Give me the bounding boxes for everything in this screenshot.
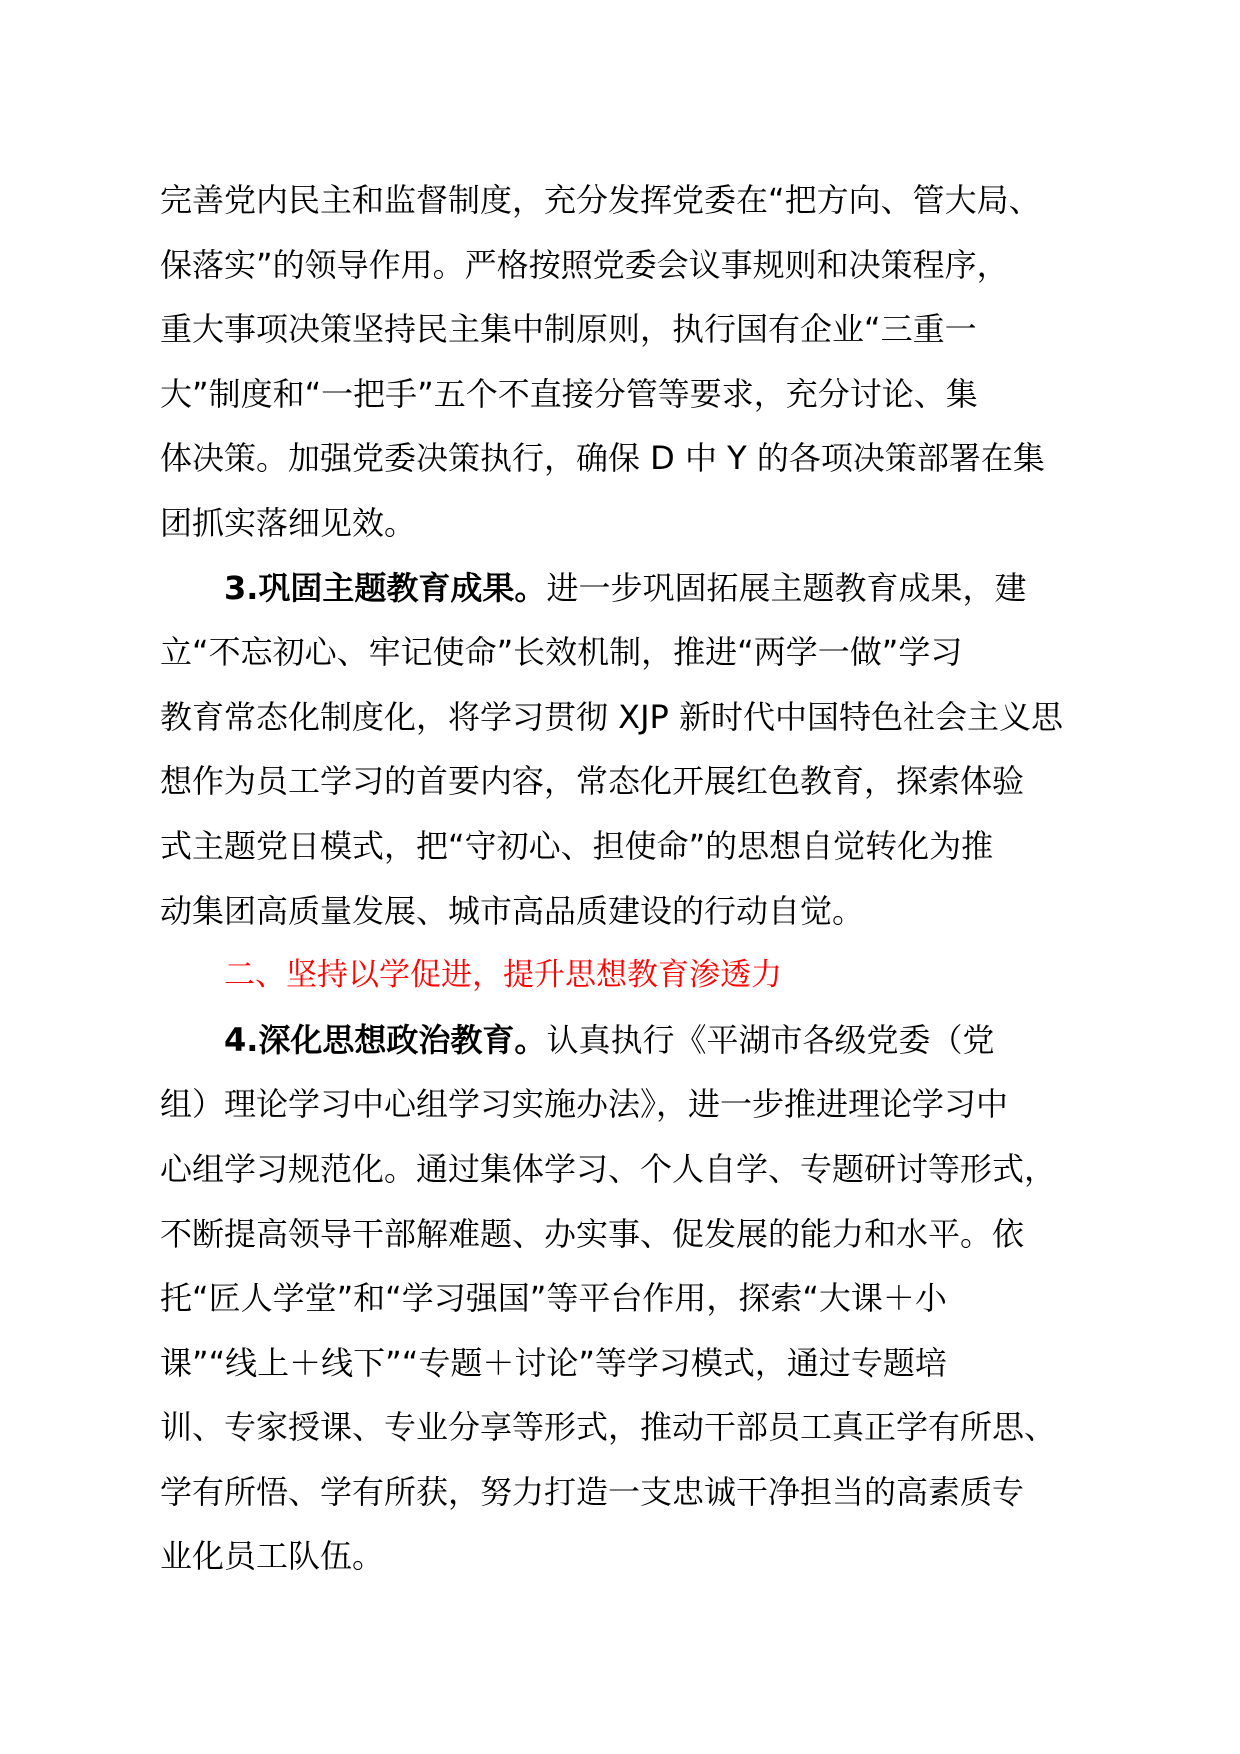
text-line: 想作为员工学习的首要内容，常态化开展红色教育，探索体验: [160, 762, 1025, 801]
text-line: 训、专家授课、专业分享等形式，推动干部员工真正学有所思、: [160, 1408, 1057, 1447]
section-heading-text: 二、坚持以学促进，提升思想教育渗透力: [224, 957, 782, 994]
paragraph-continuation: [160, 168, 1120, 556]
text-line: 教育常态化制度化，将学习贯彻 XJP 新时代中国特色社会主义思: [160, 697, 1064, 736]
paragraph-item-4: [160, 1008, 1120, 1589]
item-first-rest: 进一步巩固拓展主题教育成果，建: [546, 568, 1027, 607]
text-line: 大”制度和“一把手”五个不直接分管等要求，充分讨论、集: [160, 374, 978, 413]
text-line: 动集团高质量发展、城市高品质建设的行动自觉。: [160, 891, 865, 930]
text-line: 组）理论学习中心组学习实施办法》，进一步推进理论学习中: [160, 1085, 1009, 1124]
text-line-first: [160, 556, 1120, 621]
text-line: 业化员工队伍。: [160, 1537, 385, 1576]
text-line: 托“匠人学堂”和“学习强国”等平台作用，探索“大课＋小: [160, 1279, 947, 1318]
text-line: 重大事项决策坚持民主集中制原则，执行国有企业“三重一: [160, 310, 977, 349]
text-line: 体决策。加强党委决策执行，确保 D 中 Y 的各项决策部署在集: [160, 439, 1045, 478]
text-line: 学有所悟、学有所获，努力打造一支忠诚干净担当的高素质专: [160, 1472, 1025, 1511]
text-line: 保落实”的领导作用。严格按照党委会议事规则和决策程序，: [160, 245, 1009, 284]
text-line: 课”“线上＋线下”“专题＋讨论”等学习模式，通过专题培: [160, 1343, 947, 1382]
item-lead: 4.深化思想政治教育。: [224, 1020, 547, 1059]
item-first-rest: 认真执行《平湖市各级党委（党: [546, 1020, 995, 1059]
section-heading: [160, 943, 1120, 1008]
text-line: 式主题党日模式，把“守初心、担使命”的思想自觉转化为推: [160, 826, 994, 865]
paragraph-item-3: [160, 556, 1120, 944]
document-page: [160, 168, 1120, 1589]
text-line: 完善党内民主和监督制度，充分发挥党委在“把方向、管大局、: [160, 181, 1041, 219]
text-line: 不断提高领导干部解难题、办实事、促发展的能力和水平。依: [160, 1214, 1025, 1253]
text-line-first: [160, 1008, 1120, 1073]
text-line: 立“不忘初心、牢记使命”长效机制，推进“两学一做”学习: [160, 633, 963, 672]
text-line: 心组学习规范化。通过集体学习、个人自学、专题研讨等形式，: [160, 1149, 1057, 1188]
text-line: 团抓实落细见效。: [160, 503, 417, 542]
item-lead: 3.巩固主题教育成果。: [224, 568, 547, 607]
